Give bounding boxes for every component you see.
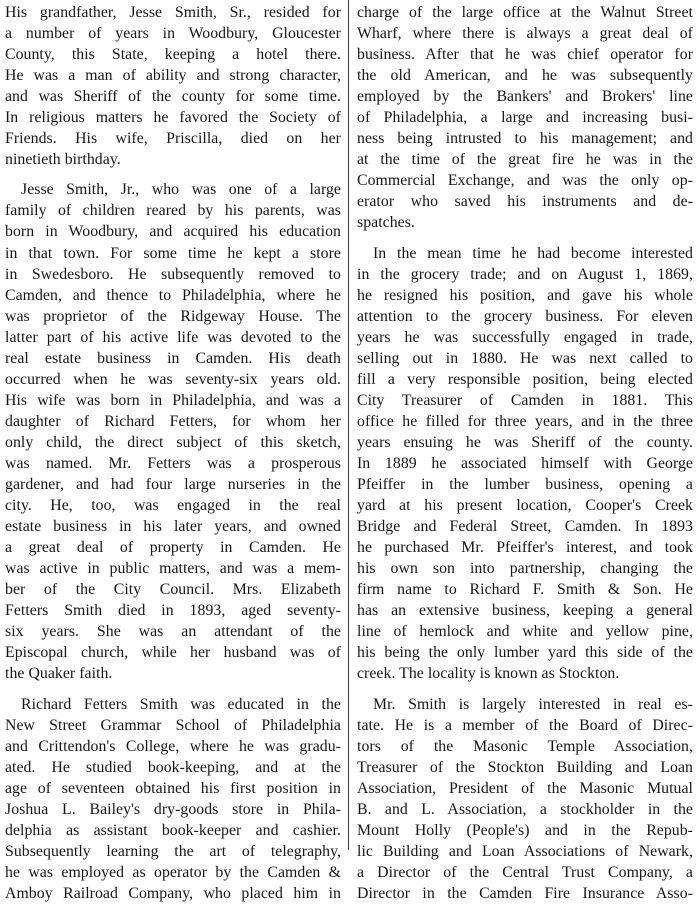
text-line: erator who saved his instruments and de-: [357, 193, 693, 211]
text-line: creek. The locality is known as Stockton.: [357, 665, 620, 683]
text-line: Wharf, where there is always a great deal of: [357, 25, 693, 43]
text-line: of Philadelphia, a large and increasing busi-: [357, 109, 693, 127]
text-line: B. and L. Association, a stockholder in the: [357, 800, 693, 818]
text-line: business. After that he was chief operator for: [357, 46, 693, 64]
text-line: His grandfather, Jesse Smith, Sr., resided for: [5, 4, 341, 21]
text-line: Camden, and thence to Philadelphia, where he: [5, 286, 341, 304]
text-line: attention to the grocery business. For eleven: [357, 307, 693, 325]
text-line: was proprietor of the Ridgeway House. The: [5, 307, 341, 325]
text-line: Fetters Smith died in 1893, aged seventy-: [5, 602, 341, 620]
text-line: the Quaker faith.: [5, 665, 113, 683]
text-line: has an extensive business, keeping a general: [357, 602, 693, 620]
text-line: years he was successfully engaged in trade,: [357, 328, 693, 346]
text-line: New Street Grammar School of Philadelphia: [5, 716, 341, 734]
text-line: In 1889 he associated himself with George: [357, 454, 693, 472]
text-line: In the mean time he had become interested: [373, 244, 693, 262]
text-line: gardener, and had four large nurseries in the: [5, 476, 341, 494]
text-line: real estate business in Camden. His death: [5, 349, 341, 367]
left-column: [5, 2, 341, 913]
text-line: Subsequently learning the art of telegraphy,: [5, 842, 341, 860]
text-line: His wife was born in Philadelphia, and was a: [5, 391, 341, 409]
paragraph-grandfather: [5, 2, 341, 170]
text-line: Mr. Smith is largely interested in real es-: [373, 695, 693, 713]
text-line: charge of the large office at the Walnut Street: [357, 4, 693, 21]
text-line: was active in public matters, and was a mem-: [5, 560, 341, 578]
text-line: Association, President of the Masonic Mutual: [357, 779, 693, 797]
text-line: yard at his present location, Cooper's Creek: [357, 497, 693, 515]
text-line: Amboy Railroad Company, who placed him in: [5, 884, 341, 902]
text-line: his own son into partnership, changing the: [357, 560, 693, 578]
text-line: spatches.: [357, 214, 415, 232]
text-line: lic Building and Loan Associations of Newark,: [357, 842, 693, 860]
text-line: Friends. His wife, Priscilla, died on her: [5, 130, 341, 148]
text-line: he resigned his position, and gave his whole: [357, 286, 693, 304]
text-line: Bridge and Federal Street, Camden. In 1893: [357, 518, 693, 536]
text-line: County, this State, keeping a hotel there.: [5, 46, 341, 64]
text-line: employed by the Bankers' and Brokers' line: [357, 88, 693, 106]
text-line: city. He, too, was engaged in the real: [5, 497, 341, 515]
text-line: line of hemlock and white and yellow pine,: [357, 623, 693, 641]
column-divider: [348, 0, 349, 850]
paragraph-grocery-lumber: [357, 243, 693, 685]
text-line: delphia as assistant book-keeper and cashier.: [5, 821, 341, 839]
text-line: in Swedesboro. He subsequently removed to: [5, 265, 341, 283]
text-line: daughter of Richard Fetters, for whom her: [5, 412, 341, 430]
text-line: ated. He studied book-keeping, and at the: [5, 758, 341, 776]
text-line: his being the only lumber yard this side of the: [357, 644, 693, 662]
text-line: and Crittendon's College, where he was gradu-: [5, 737, 341, 755]
text-line: selling out in 1880. He was next called to: [357, 349, 693, 367]
text-line: age of seventeen obtained his first position in: [5, 779, 341, 797]
text-line: in the grocery trade; and on August 1, 1869,: [357, 265, 693, 283]
text-line: tate. He is a member of the Board of Direc-: [357, 716, 693, 734]
text-line: ness being intrusted to his management; and: [357, 130, 693, 148]
text-line: City Treasurer of Camden in 1881. This: [357, 391, 693, 409]
text-line: ber of the City Council. Mrs. Elizabeth: [5, 581, 341, 599]
text-line: tors of the Masonic Temple Association,: [357, 737, 693, 755]
text-line: Richard Fetters Smith was educated in the: [21, 695, 341, 713]
text-line: only child, the direct subject of this sketch,: [5, 433, 341, 451]
text-line: years ensuing he was Sheriff of the county.: [357, 433, 693, 451]
text-line: he purchased Mr. Pfeiffer's interest, and took: [357, 539, 693, 557]
text-line: latter part of his active life was devoted to the: [5, 328, 341, 346]
paragraph-memberships: [357, 694, 693, 904]
text-line: office he filled for three years, and in the three: [357, 412, 693, 430]
text-line: Treasurer of the Stockton Building and Loan: [357, 758, 693, 776]
text-line: In religious matters he favored the Society of: [5, 109, 341, 127]
text-line: he was employed as operator by the Camden &: [5, 863, 341, 881]
text-line: occurred when he was seventy-six years old.: [5, 370, 341, 388]
text-line: and was Sheriff of the county for some time.: [5, 88, 341, 106]
text-line: a Director of the Central Trust Company, a: [357, 863, 693, 881]
text-line: Commercial Exchange, and was the only op-: [357, 172, 693, 190]
text-line: He was a man of ability and strong character,: [5, 67, 341, 85]
text-line: six years. She was an attendant of the: [5, 623, 341, 641]
text-line: Joshua L. Bailey's dry-goods store in Phila-: [5, 800, 341, 818]
text-line: estate business in his later years, and owned: [5, 518, 341, 536]
text-line: Jesse Smith, Jr., who was one of a large: [21, 181, 341, 199]
text-line: Mount Holly (People's) and in the Repub-: [357, 821, 693, 839]
text-line: born in Woodbury, and acquired his education: [5, 223, 341, 241]
text-line: Episcopal church, while her husband was of: [5, 644, 341, 662]
text-line: a number of years in Woodbury, Gloucester: [5, 25, 341, 43]
text-line: Director in the Camden Fire Insurance Asso-: [357, 884, 693, 902]
text-line: Pfeiffer in the lumber business, opening a: [357, 476, 693, 494]
paragraph-education: [5, 694, 341, 904]
right-column: [357, 2, 693, 913]
text-line: family of children reared by his parents, was: [5, 202, 341, 220]
text-line: firm name to Richard F. Smith & Son. He: [357, 581, 693, 599]
text-line: fill a very responsible position, being elected: [357, 370, 693, 388]
text-line: in that town. For some time he kept a store: [5, 244, 341, 262]
text-line: the old American, and he was subsequently: [357, 67, 693, 85]
text-line: ninetieth birthday.: [5, 151, 121, 169]
text-line: was named. Mr. Fetters was a prosperous: [5, 454, 341, 472]
paragraph-telegraph-career: [357, 2, 693, 234]
text-line: a great deal of property in Camden. He: [5, 539, 341, 557]
text-line: at the time of the great fire he was in the: [357, 151, 693, 169]
paragraph-jesse-smith-jr: [5, 179, 341, 684]
